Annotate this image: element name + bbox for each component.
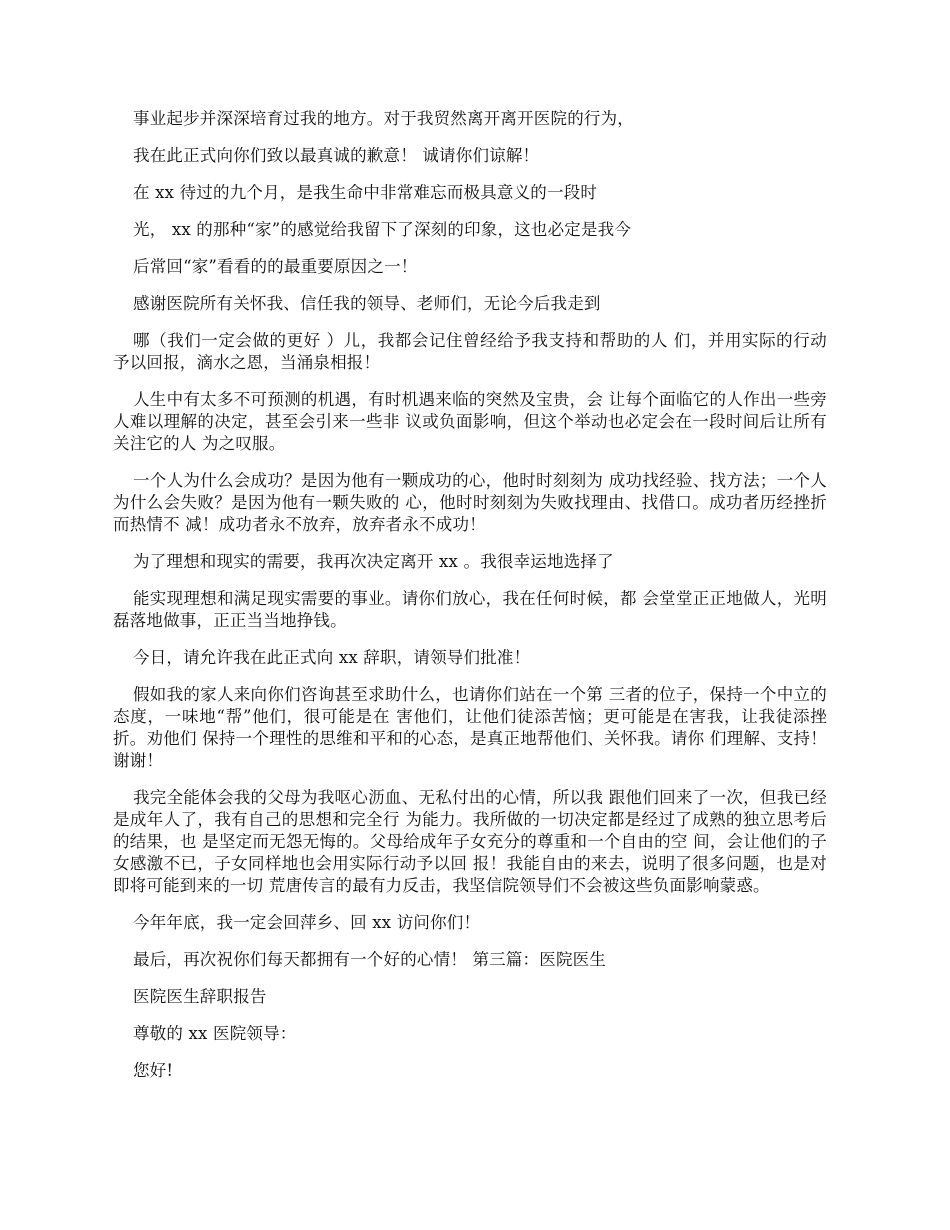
document-page (113, 108, 827, 1097)
paragraph: 在 xx 待过的九个月，是我生命中非常难忘而极具意义的一段时 (133, 183, 598, 202)
paragraph: 光， xx 的那种“家”的感觉给我留下了深刻的印象，这也必定是我今 (133, 220, 632, 239)
paragraph: 能实现理想和满足现实需要的事业。请你们放心，我在任何时候，都 会堂堂正正地做人，光明磊落地做事，正正当当地挣钱。 (113, 589, 827, 630)
greeting: 您好! (133, 1061, 174, 1080)
paragraph: 一个人为什么会成功？是因为他有一颗成功的心，他时时刻刻为 成功找经验、找方法；一个人为什么会失败？是因为他有一颗失败的 心，他时时刻刻为失败找理由、找借口。成功者历经挫折而热情不 减！成功者永不放弃，放弃者永不成功！ (113, 471, 827, 534)
paragraph: 今日，请允许我在此正式向 xx 辞职，请领导们批准！ (133, 648, 531, 667)
paragraph: 最后，再次祝你们每天都拥有一个好的心情！ 第三篇：医院医生 (133, 950, 607, 969)
paragraph: 我在此正式向你们致以最真诚的歉意！ 诚请你们谅解！ (133, 146, 540, 165)
paragraph: 哪（我们一定会做的更好 ）儿，我都会记住曾经给予我支持和帮助的人 们，并用实际的行动予以回报，滴水之恩，当涌泉相报！ (113, 331, 827, 372)
section-heading: 医院医生辞职报告 (133, 987, 267, 1006)
paragraph: 感谢医院所有关怀我、信任我的领导、老师们，无论今后我走到 (133, 294, 601, 313)
salutation: 尊敬的 xx 医院领导： (133, 1024, 297, 1043)
paragraph: 为了理想和现实的需要，我再次决定离开 xx 。我很幸运地选择了 (133, 552, 614, 571)
paragraph: 今年年底，我一定会回萍乡、回 xx 访问你们！ (133, 913, 481, 932)
paragraph: 事业起步并深深培育过我的地方。对于我贸然离开离开医院的行为， (133, 109, 634, 128)
paragraph: 假如我的家人来向你们咨询甚至求助什么，也请你们站在一个第 三者的位子，保持一个中立的态度，一味地“帮”他们，很可能是在 害他们，让他们徒添苦恼；更可能是在害我，让我徒添挫折。劝他们 保持一个理性的思维和平和的心态，是真正地帮他们、关怀我。请你 们理解、支持！谢谢！ (113, 685, 827, 770)
paragraph: 人生中有太多不可预测的机遇，有时机遇来临的突然及宝贵，会 让每个面临它的人作出一些旁人难以理解的决定，甚至会引来一些非 议或负面影响，但这个举动也必定会在一段时间后让所有关注它的人 为之叹服。 (113, 390, 827, 453)
paragraph: 后常回“家”看看的的最重要原因之一！ (133, 257, 418, 276)
paragraph: 我完全能体会我的父母为我呕心沥血、无私付出的心情，所以我 跟他们回来了一次，但我已经是成年人了，我有自己的思想和完全行 为能力。我所做的一切决定都是经过了成熟的独立思考后的结果，也 是坚定而无怨无悔的。父母给成年子女充分的尊重和一个自由的空 间，会让他们的子女感激不已，子女同样地也会用实际行动予以回 报！我能自由的来去，说明了很多问题，也是对即将可能到来的一切 荒唐传言的最有力反击，我坚信院领导们不会被这些负面影响蒙惑。 (113, 788, 827, 895)
